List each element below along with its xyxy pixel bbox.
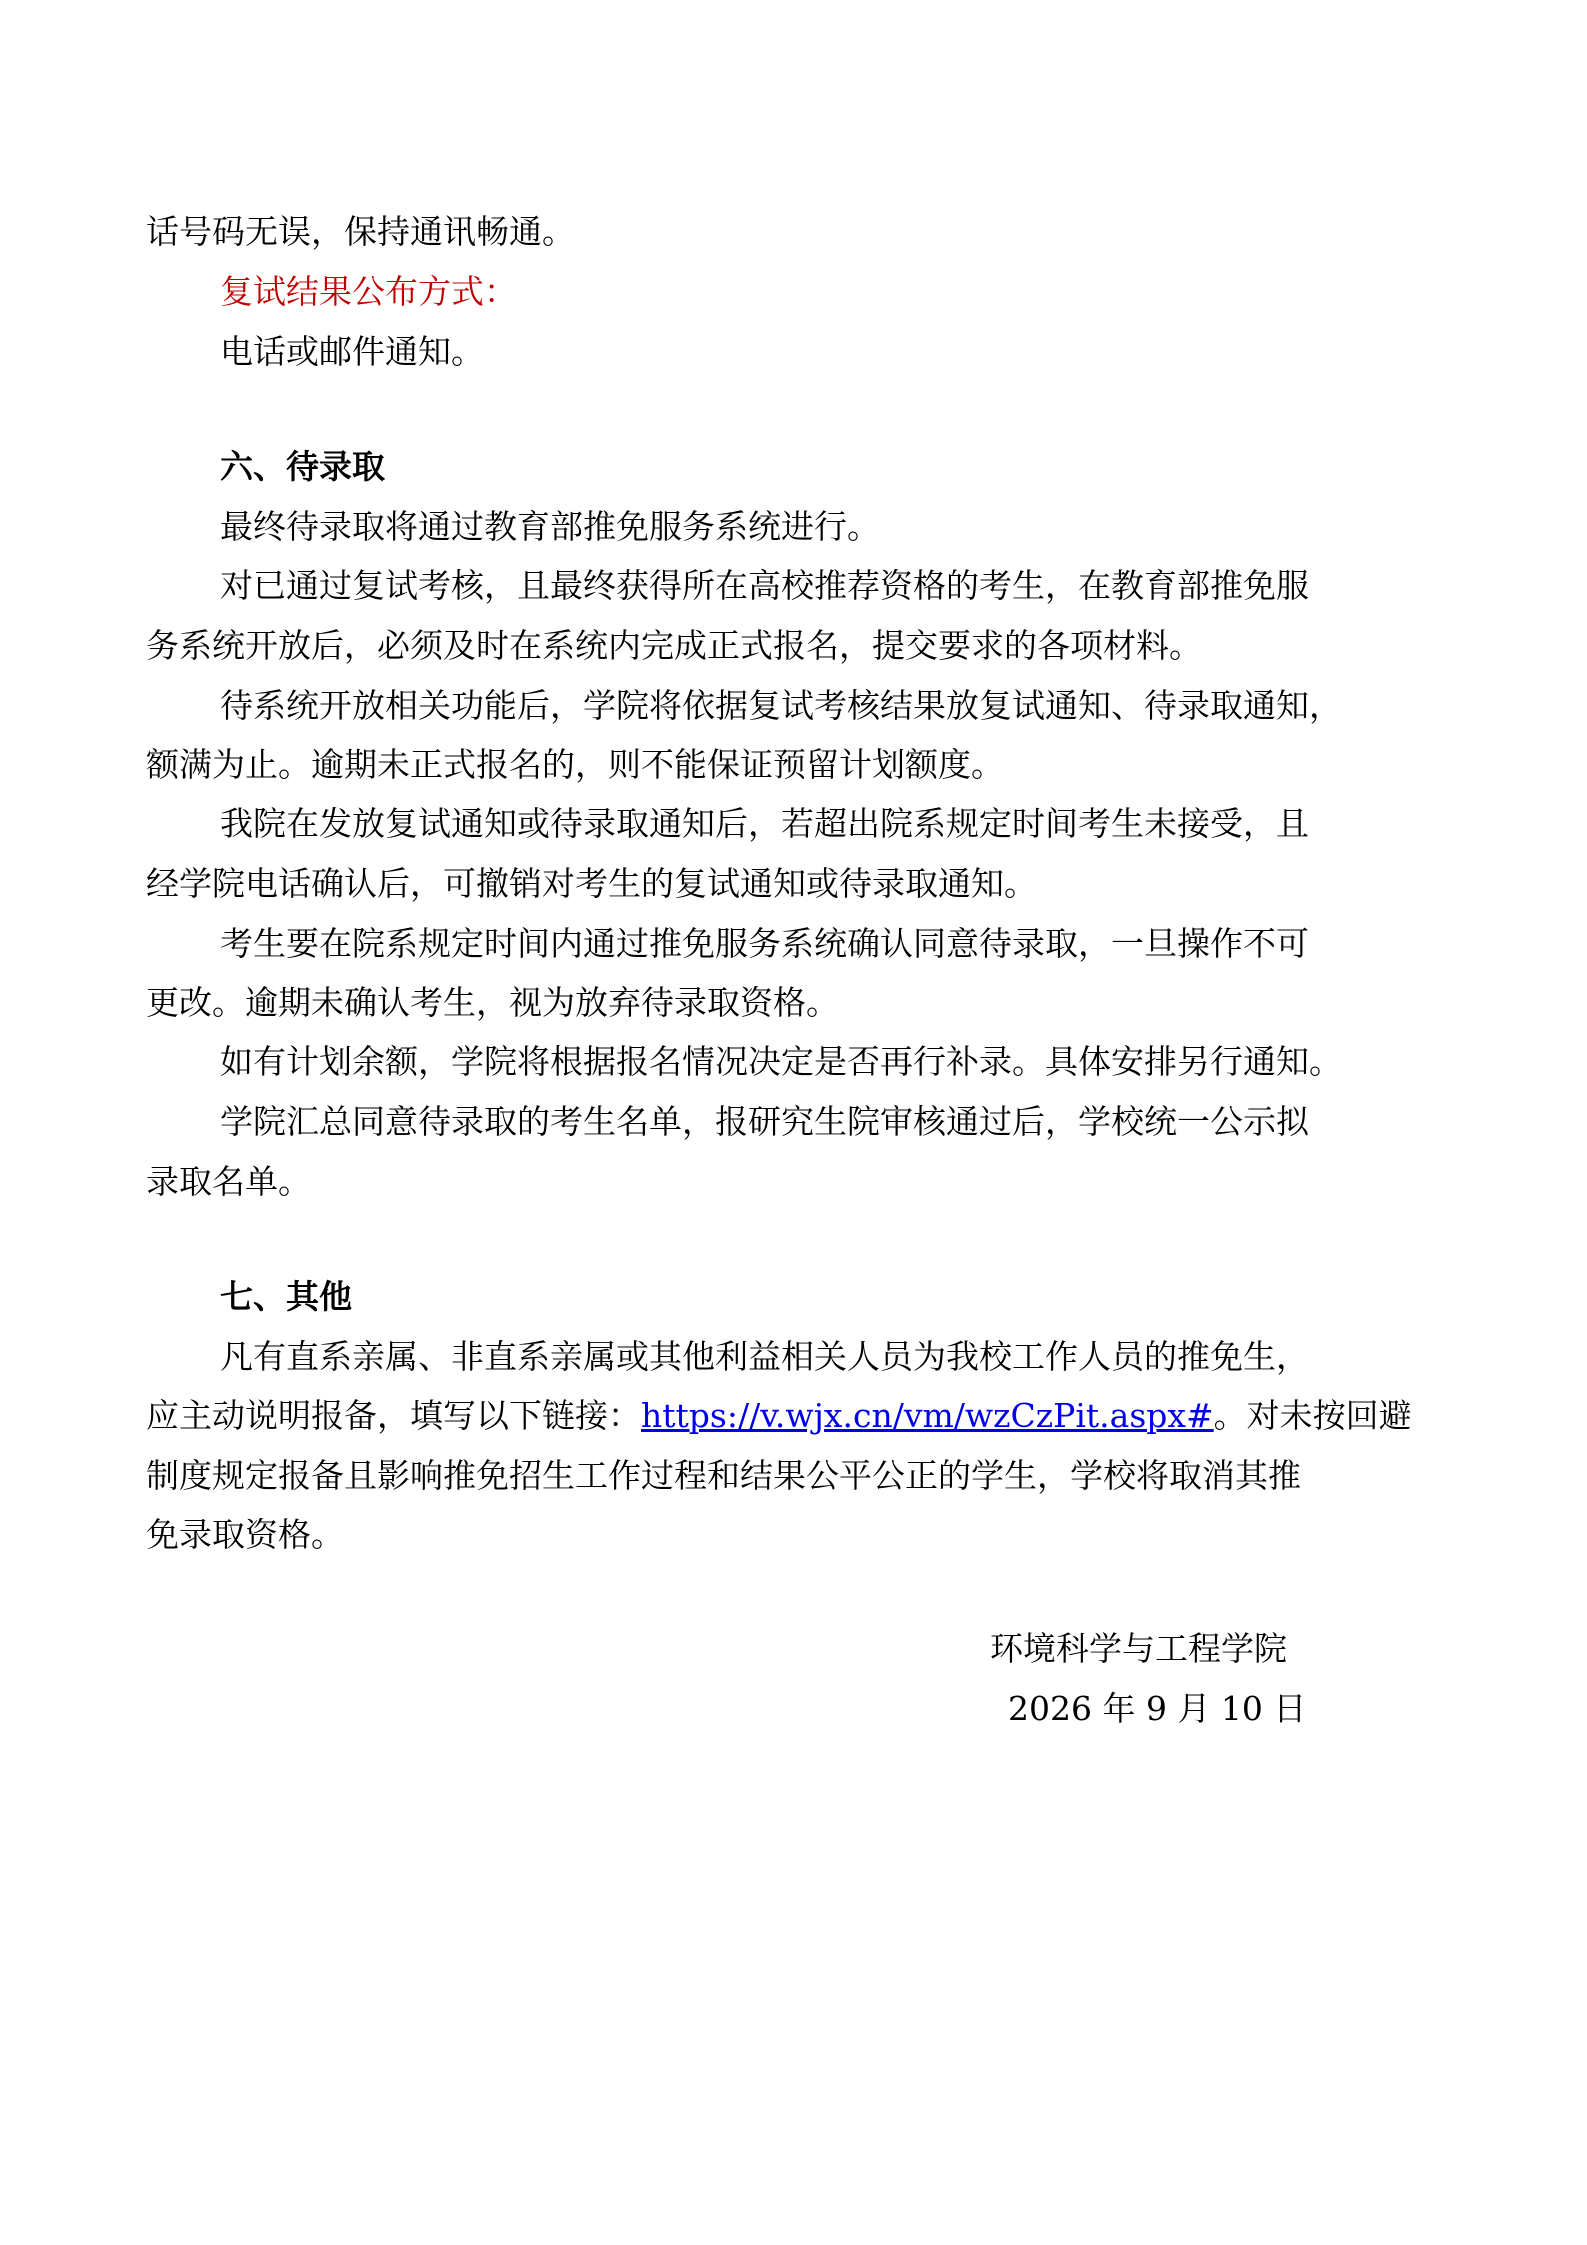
paragraph-line: 考生要在院系规定时间内通过推免服务系统确认同意待录取，一旦操作不可 <box>220 924 1309 963</box>
paragraph-line: 学院汇总同意待录取的考生名单，报研究生院审核通过后，学校统一公示拟 <box>220 1102 1309 1141</box>
paragraph-line: 务系统开放后，必须及时在系统内完成正式报名，提交要求的各项材料。 <box>146 626 1202 665</box>
paragraph-line: 我院在发放复试通知或待录取通知后，若超出院系规定时间考生未接受，且 <box>220 804 1309 843</box>
paragraph-line: 凡有直系亲属、非直系亲属或其他利益相关人员为我校工作人员的推免生， <box>220 1337 1309 1376</box>
paragraph-line: 录取名单。 <box>146 1162 311 1201</box>
paragraph-line: 最终待录取将通过教育部推免服务系统进行。 <box>220 507 880 546</box>
paragraph-line: 对已通过复试考核，且最终获得所在高校推荐资格的考生，在教育部推免服 <box>220 566 1309 605</box>
paragraph-line: 如有计划余额，学院将根据报名情况决定是否再行补录。具体安排另行通知。 <box>220 1042 1342 1081</box>
link-prefix-text: 应主动说明报备，填写以下链接： <box>146 1396 641 1435</box>
paragraph-line: 免录取资格。 <box>146 1515 344 1554</box>
survey-link[interactable]: https://v.wjx.cn/vm/wzCzPit.aspx# <box>641 1396 1214 1435</box>
paragraph-line: 话号码无误，保持通讯畅通。 <box>146 212 575 251</box>
paragraph-line: 额满为止。逾期未正式报名的，则不能保证预留计划额度。 <box>146 745 1004 784</box>
paragraph-line: 更改。逾期未确认考生，视为放弃待录取资格。 <box>146 983 839 1022</box>
section-heading-6: 六、待录取 <box>220 447 385 486</box>
paragraph-line: 待系统开放相关功能后，学院将依据复试考核结果放复试通知、待录取通知， <box>220 686 1342 725</box>
paragraph-line-with-link <box>146 1394 1412 1438</box>
section-heading-7: 七、其他 <box>220 1277 352 1316</box>
paragraph-line: 制度规定报备且影响推免招生工作过程和结果公平公正的学生，学校将取消其推 <box>146 1456 1301 1495</box>
paragraph-line: 经学院电话确认后，可撤销对考生的复试通知或待录取通知。 <box>146 864 1037 903</box>
result-announcement-label: 复试结果公布方式： <box>220 272 517 311</box>
link-suffix-text: 。对未按回避 <box>1213 1396 1412 1435</box>
signature-organization: 环境科学与工程学院 <box>990 1629 1287 1668</box>
paragraph-line: 电话或邮件通知。 <box>220 332 484 371</box>
signature-date: 2026 年 9 月 10 日 <box>1008 1689 1307 1728</box>
